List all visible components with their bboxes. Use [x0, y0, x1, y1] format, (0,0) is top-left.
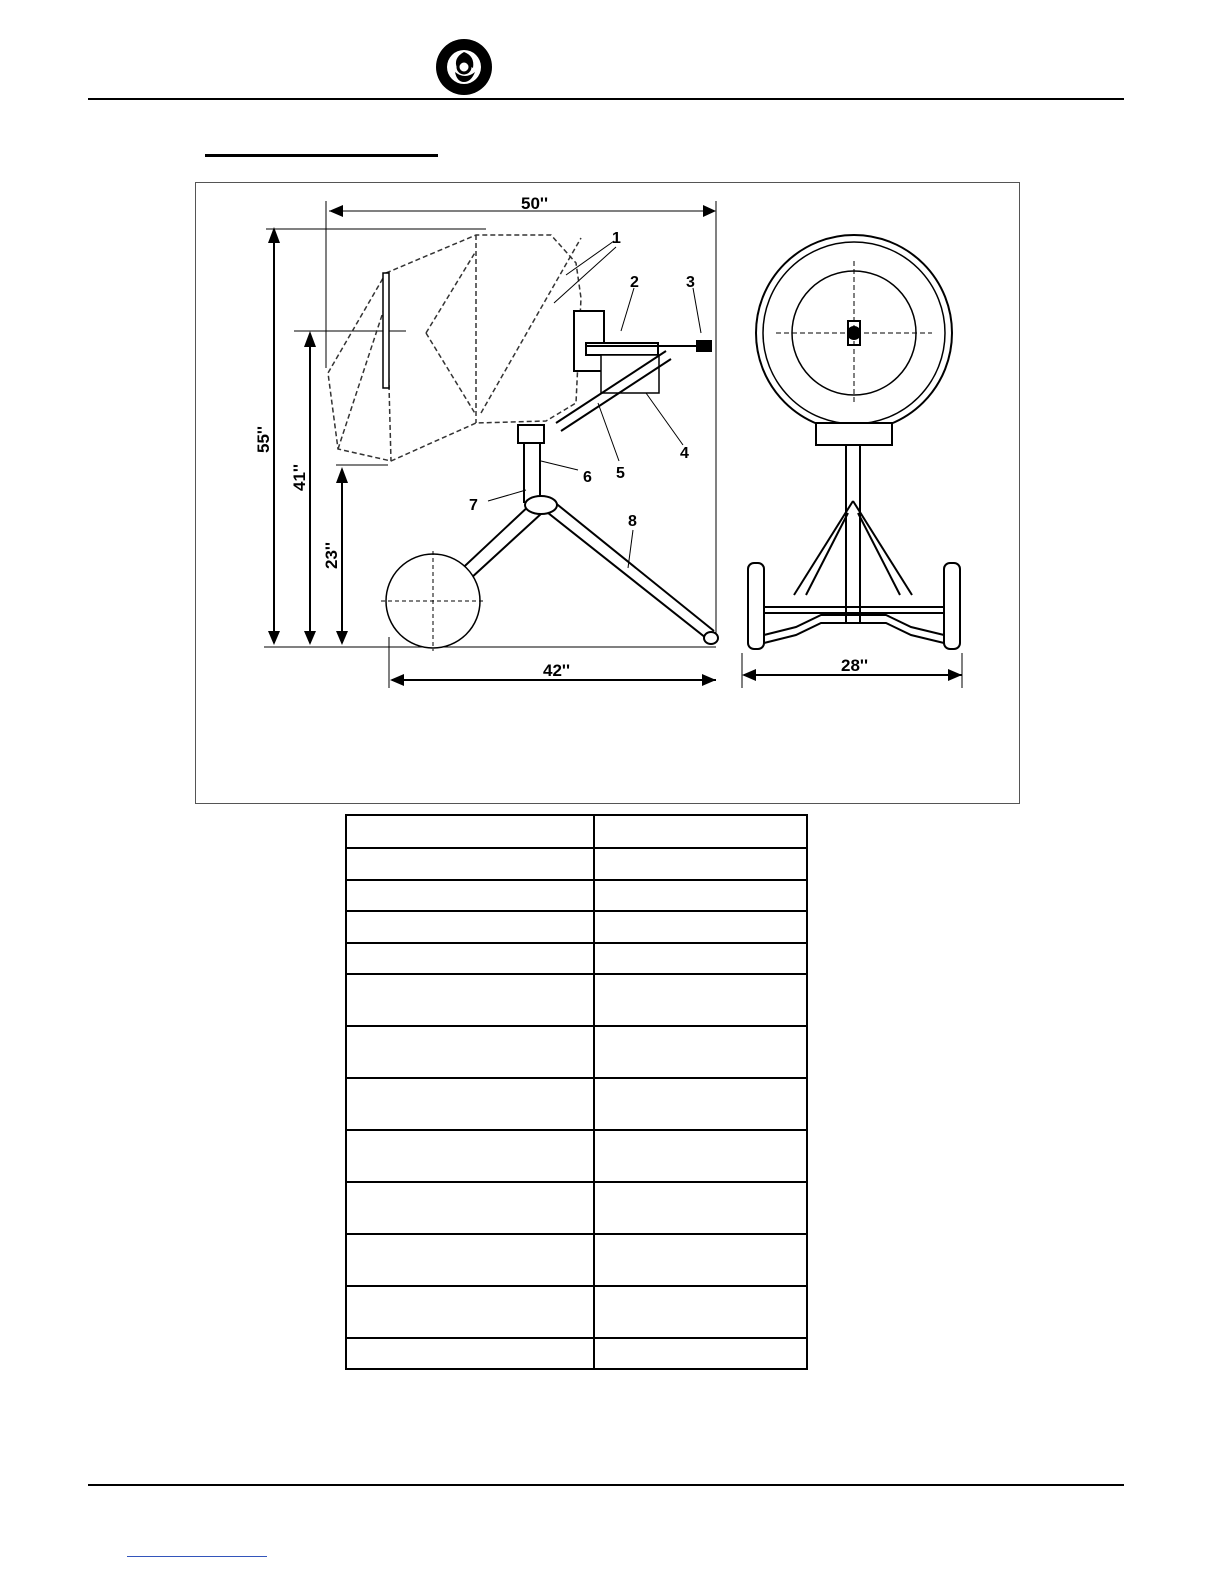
- section-title-underline: [205, 154, 438, 157]
- table-cell: [594, 1286, 807, 1338]
- table-row: [346, 848, 807, 880]
- table-cell: [346, 1338, 594, 1369]
- callout-5: 5: [616, 465, 625, 482]
- table-cell: [346, 815, 594, 848]
- table-cell: [594, 1078, 807, 1130]
- table-row: [346, 1234, 807, 1286]
- table-cell: [346, 1026, 594, 1078]
- table-row: [346, 880, 807, 911]
- table-row: [346, 911, 807, 943]
- table-cell: [594, 815, 807, 848]
- table-cell: [594, 1130, 807, 1182]
- table-row: [346, 1078, 807, 1130]
- table-row: [346, 1130, 807, 1182]
- callout-4: 4: [680, 445, 689, 462]
- table-cell: [346, 943, 594, 974]
- dimension-drum-lip-height: 23'': [322, 542, 341, 569]
- table-row: [346, 974, 807, 1026]
- footer-link-underline[interactable]: [127, 1556, 267, 1557]
- table-cell: [346, 1234, 594, 1286]
- table-cell: [346, 1286, 594, 1338]
- table-row: [346, 815, 807, 848]
- dimension-overall-width: 28'': [841, 656, 868, 675]
- mixer-dimension-diagram: [195, 182, 1020, 804]
- table-row: [346, 1182, 807, 1234]
- callout-8: 8: [628, 513, 637, 530]
- table-cell: [594, 1182, 807, 1234]
- table-cell: [594, 1026, 807, 1078]
- table-cell: [594, 1338, 807, 1369]
- table-cell: [594, 848, 807, 880]
- table-cell: [594, 974, 807, 1026]
- dimension-overall-length: 50'': [521, 194, 548, 213]
- specifications-table: [345, 814, 808, 1370]
- rose-emblem-icon: [435, 38, 493, 96]
- table-row: [346, 1026, 807, 1078]
- table-cell: [346, 974, 594, 1026]
- dimension-wheelbase-length: 42'': [543, 661, 570, 680]
- footer-rule: [88, 1484, 1124, 1486]
- header-rule: [88, 98, 1124, 100]
- callout-6: 6: [583, 469, 592, 486]
- callout-3: 3: [686, 274, 695, 291]
- table-row: [346, 1338, 807, 1369]
- table-cell: [346, 880, 594, 911]
- table-cell: [594, 1234, 807, 1286]
- table-cell: [594, 880, 807, 911]
- table-cell: [346, 1130, 594, 1182]
- dimension-overall-height: 55'': [254, 426, 273, 453]
- table-cell: [346, 1078, 594, 1130]
- table-cell: [346, 848, 594, 880]
- callout-2: 2: [630, 274, 639, 291]
- table-cell: [346, 1182, 594, 1234]
- table-row: [346, 943, 807, 974]
- table-cell: [346, 911, 594, 943]
- table-cell: [594, 943, 807, 974]
- table-row: [346, 1286, 807, 1338]
- dimension-drum-mouth-height: 41'': [290, 464, 309, 491]
- callout-7: 7: [469, 497, 478, 514]
- callout-1: 1: [612, 230, 621, 247]
- table-cell: [594, 911, 807, 943]
